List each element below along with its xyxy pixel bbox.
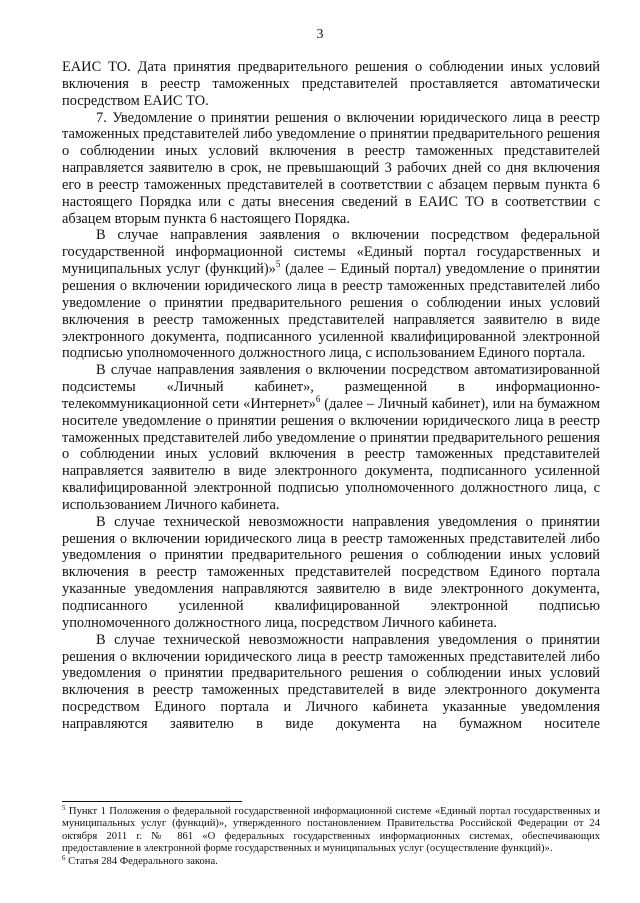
paragraph-continuation xyxy=(62,59,600,110)
footnote-text: Пункт 1 Положения о федеральной государственной информационной системе «Единый портал государственных и муниципальных услуг (функций)», утвержденного постановлением Правительства Российской Федерации от 24 октября 2011 г. № 861 «О федеральных государственных информационных системах, обеспечивающих предоставление в электронной форме государственных и муниципальных услуг (осуществление функций)». xyxy=(62,806,600,855)
footnote-5 xyxy=(62,806,600,856)
paragraph-text: 7. Уведомление о принятии решения о включении юридического лица в реестр таможенных представителей либо уведомление о принятии предварительного решения о соблюдении иных условий включения в реестр таможенных представителей направляется заявителю в срок, не превышающий 3 рабочих дней со дня включения его в реестр таможенных представителей в соответствии с абзацем первым пункта 6 настоящего Порядка или с даты внесения сведений в ЕАИС ТО в соответствии с абзацем вторым пункта 6 настоящего Порядка. xyxy=(62,109,600,227)
footnotes xyxy=(62,806,600,868)
paragraph-text: В случае технической невозможности направления уведомления о принятии решения о включении юридического лица в реестр таможенных представителей либо уведомления о принятии предварительного решения о соблюдении иных условий включения в реестр таможенных представителей в виде электронного документа посредством Единого портала и Личного кабинета указанные уведомления направляются заявителю в виде документа на бумажном носителе xyxy=(62,631,600,732)
paragraph-text: В случае технической невозможности направления уведомления о принятии решения о включении юридического лица в реестр таможенных представителей либо уведомления о принятии предварительного решения о соблюдении иных условий включения в реестр таможенных представителей посредством Единого портала указанные уведомления направляются заявителю в виде электронного документа, подписанного усиленной квалифицированной электронной подписью уполномоченного должностного лица, посредством Личного кабинета. xyxy=(62,513,600,631)
footnote-separator xyxy=(62,801,242,802)
paragraph-text: ЕАИС ТО. Дата принятия предварительного решения о соблюдении иных условий включения в реестр таможенных представителей проставляется автоматически посредством ЕАИС ТО. xyxy=(62,59,600,109)
paragraph-text-continued: (далее – Единый портал) уведомление о принятии решения о включении юридического лица в реестр таможенных представителей либо уведомление о принятии предварительного решения о соблюдении иных условий включения в реестр таможенных представителей направляется заявителю в виде электронного документа, подписанного усиленной квалифицированной электронной подписью уполномоченного должностного лица, с использованием Единого портала. xyxy=(62,261,600,362)
paragraph-technical-impossibility-1 xyxy=(62,514,600,632)
paragraph-text: В случае направления заявления о включении посредством федеральной государственной информационной системы «Единый портал государственных и муниципальных услуг (функций)» xyxy=(62,227,600,278)
paragraph-item-7 xyxy=(62,110,600,228)
footnote-mark: 5 xyxy=(62,804,66,812)
paragraph-text-continued: (далее – Личный кабинет), или на бумажном носителе уведомление о принятии решения о включении юридического лица в реестр таможенных представителей либо уведомление о принятии предварительного решения о соблюдении иных условий включения в реестр таможенных представителей направляется заявителю в виде электронного документа, подписанного усиленной квалифицированной электронной подписью уполномоченного должностного лица, с использованием Личного кабинета. xyxy=(62,395,600,513)
paragraph-personal-account xyxy=(62,362,600,514)
footnote-6 xyxy=(62,853,600,868)
paragraph-unified-portal xyxy=(62,227,600,362)
page-number: 3 xyxy=(316,27,324,42)
paragraph-technical-impossibility-2 xyxy=(62,632,600,733)
footnote-ref-6: 6 xyxy=(315,393,321,404)
footnote-mark: 6 xyxy=(62,853,66,862)
body-text xyxy=(62,59,600,733)
paragraph-text: В случае направления заявления о включении посредством автоматизированной подсистемы «Личный кабинет», размещенной в информационно-телекоммуникационной сети «Интернет» xyxy=(62,362,600,412)
footnote-text: Статья 284 Федерального закона. xyxy=(65,855,218,867)
footnote-ref-5: 5 xyxy=(275,259,281,270)
